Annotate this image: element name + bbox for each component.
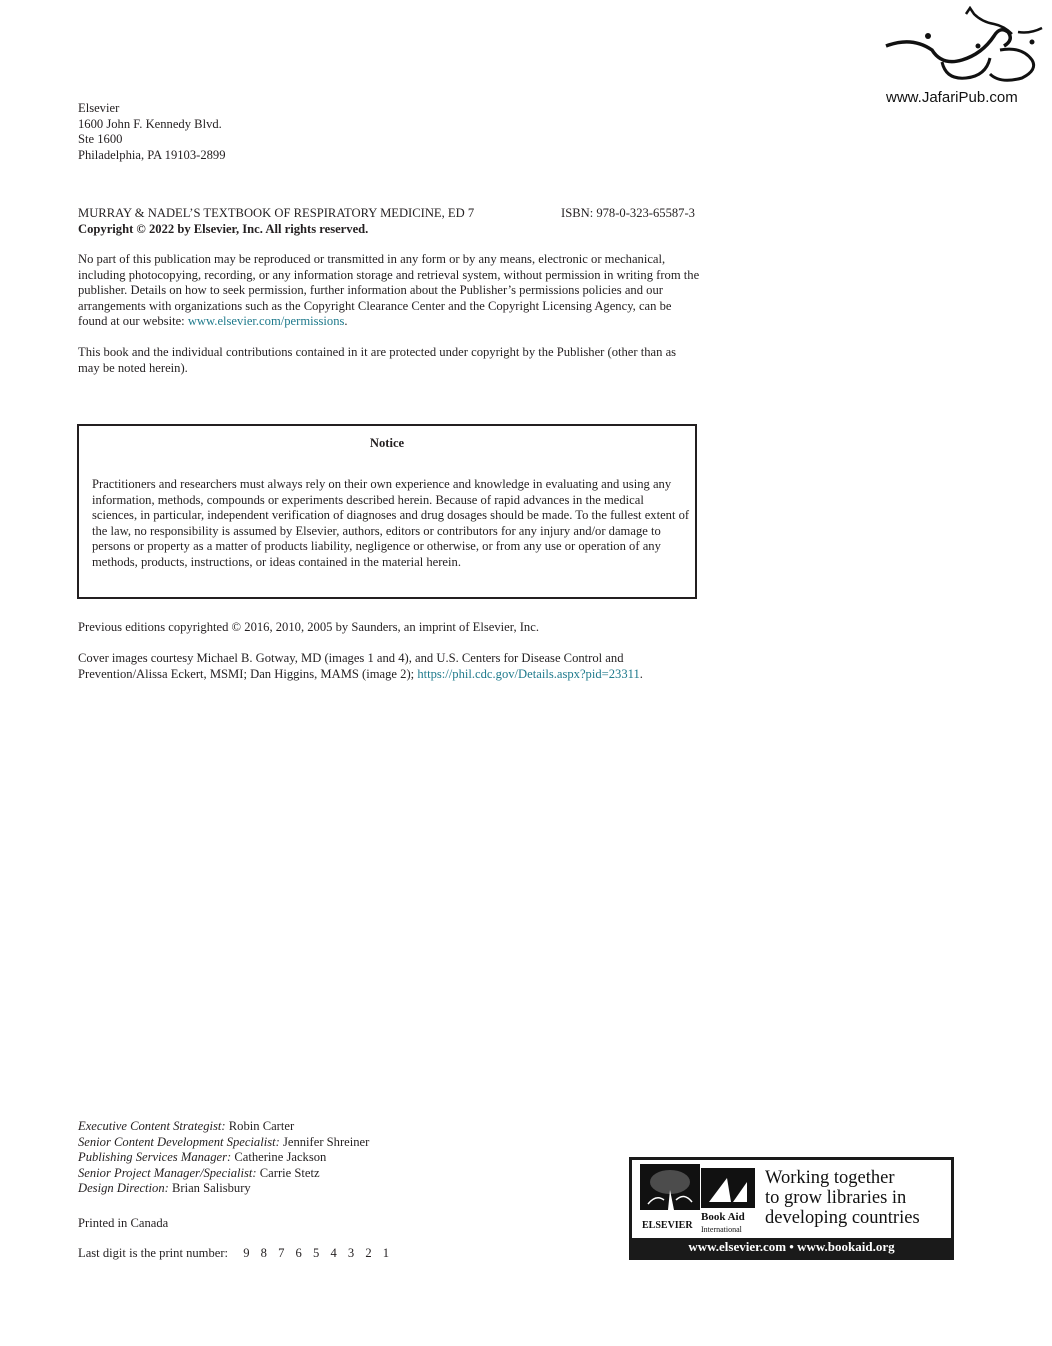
previous-editions: Previous editions copyrighted © 2016, 2010, 2005 by Saunders, an imprint of Elsevier, Inc.: [78, 620, 539, 634]
bookaid-banner: [629, 1157, 954, 1260]
credit-name: Catherine Jackson: [234, 1150, 327, 1165]
credit-role: Design Direction:: [78, 1181, 169, 1196]
bookaid-urls[interactable]: www.elsevier.com • www.bookaid.org: [688, 1239, 895, 1254]
credit-role: Executive Content Strategist:: [78, 1119, 226, 1133]
book-title: MURRAY & NADEL’S TEXTBOOK OF RESPIRATORY MEDICINE, ED 7: [78, 206, 475, 220]
notice-title: Notice: [369, 436, 405, 450]
credit-name: Carrie Stetz: [259, 1165, 320, 1180]
slogan-line: to grow libraries in: [765, 1188, 907, 1208]
notice-body: Practitioners and researchers must always rely on their own experience and knowledge in evaluating and using any information, methods, compounds or experiments described herein. Because of rapid advances in the medical sciences, in particular, independent verification of diagnoses and drug dosages should be made. To the fullest extent of the law, no responsibility is assumed by Elsevier, authors, editors or contributors for any injury and/or damage to persons or property as a matter of products liability, negligence or otherwise, or from any use or operation of any methods, products, instructions, or ideas contained in the material herein.: [92, 477, 690, 569]
credit-row: [78, 1119, 369, 1135]
credit-role: Publishing Services Manager:: [78, 1150, 232, 1165]
slogan-line: Working together: [765, 1168, 895, 1188]
credit-role: Senior Project Manager/Specialist:: [78, 1165, 257, 1180]
address-line: Ste 1600: [78, 132, 123, 147]
publisher-address: [78, 101, 226, 163]
credit-row: [78, 1150, 369, 1166]
printed-in: Printed in Canada: [78, 1216, 169, 1230]
staff-credits: [78, 1119, 369, 1197]
credit-row: [78, 1181, 369, 1197]
book-aid-icon: [701, 1168, 755, 1208]
bookaid-caption: Book Aid: [701, 1211, 745, 1223]
print-number-line: [78, 1246, 389, 1262]
credit-name: Jennifer Shreiner: [282, 1134, 370, 1149]
print-numbers: 9 8 7 6 5 4 3 2 1: [243, 1246, 390, 1260]
cover-image-link[interactable]: https://phil.cdc.gov/Details.aspx?pid=23311: [417, 666, 640, 681]
elsevier-caption: ELSEVIER: [642, 1220, 693, 1231]
address-line: 1600 John F. Kennedy Blvd.: [78, 116, 222, 131]
protection-paragraph: This book and the individual contributions contained in it are protected under copyright by the Publisher (other than as may be noted herein).: [78, 345, 677, 375]
cover-credits-text: Cover images courtesy Michael B. Gotway, MD (images 1 and 4), and U.S. Centers for Disease Control and Prevention/Alissa Eckert, MSMI; Dan Higgins, MAMS (image 2);: [78, 651, 624, 681]
permissions-paragraph: No part of this publication may be reproduced or transmitted in any form or by any means, electronic or mechanical, including photocopying, recording, or any information storage and retrieval system, without permission in writing from the publisher. Details on how to seek permission, further information about the Publisher’s permissions policies and our arrangements with organizations such as the Copyright Clearance Center and the Copyright Licensing Agency, can be found at our website: www.elsevier.com/permissions.: [78, 252, 700, 329]
permissions-text: No part of this publication may be reproduced or transmitted in any form or by any means, electronic or mechanical, including photocopying, recording, or any information storage and retrieval system, without permission in writing from the publisher. Details on how to seek permission, further information about the Publisher’s permissions policies and our arrangements with organizations such as the Copyright Clearance Center and the Copyright Licensing Agency, can be found at our website:: [78, 252, 700, 329]
elsevier-tree-icon: [640, 1164, 700, 1220]
address-line: Philadelphia, PA 19103-2899: [78, 147, 226, 162]
credit-role: Senior Content Development Specialist:: [78, 1134, 280, 1149]
credit-name: Brian Salisbury: [171, 1181, 251, 1196]
notice-box: [77, 424, 697, 599]
credit-name: Robin Carter: [228, 1119, 295, 1133]
slogan-line: developing countries: [765, 1208, 920, 1228]
bookaid-banner-body: [632, 1160, 951, 1238]
book-title-line: [78, 206, 698, 222]
copyright-line: Copyright © 2022 by Elsevier, Inc. All rights reserved.: [78, 222, 369, 236]
address-line: Elsevier: [78, 101, 120, 115]
cover-credits: Cover images courtesy Michael B. Gotway, MD (images 1 and 4), and U.S. Centers for Disease Control and Prevention/Alissa Eckert, MSMI; Dan Higgins, MAMS (image 2); https://phil.cdc.gov/Details.aspx?pid=23311.: [78, 651, 643, 681]
watermark-logo: [882, 6, 1050, 110]
isbn: ISBN: 978-0-323-65587-3: [561, 206, 695, 220]
bookaid-slogan: [765, 1168, 920, 1228]
bookaid-caption-sub: International: [701, 1225, 742, 1234]
credit-row: [78, 1135, 369, 1151]
credit-row: [78, 1166, 369, 1182]
print-number-label: Last digit is the print number:: [78, 1246, 229, 1260]
watermark-url: www.JafariPub.com: [886, 89, 1018, 106]
permissions-link[interactable]: www.elsevier.com/permissions: [187, 314, 345, 329]
calligraphy-logo-icon: [882, 6, 1050, 90]
